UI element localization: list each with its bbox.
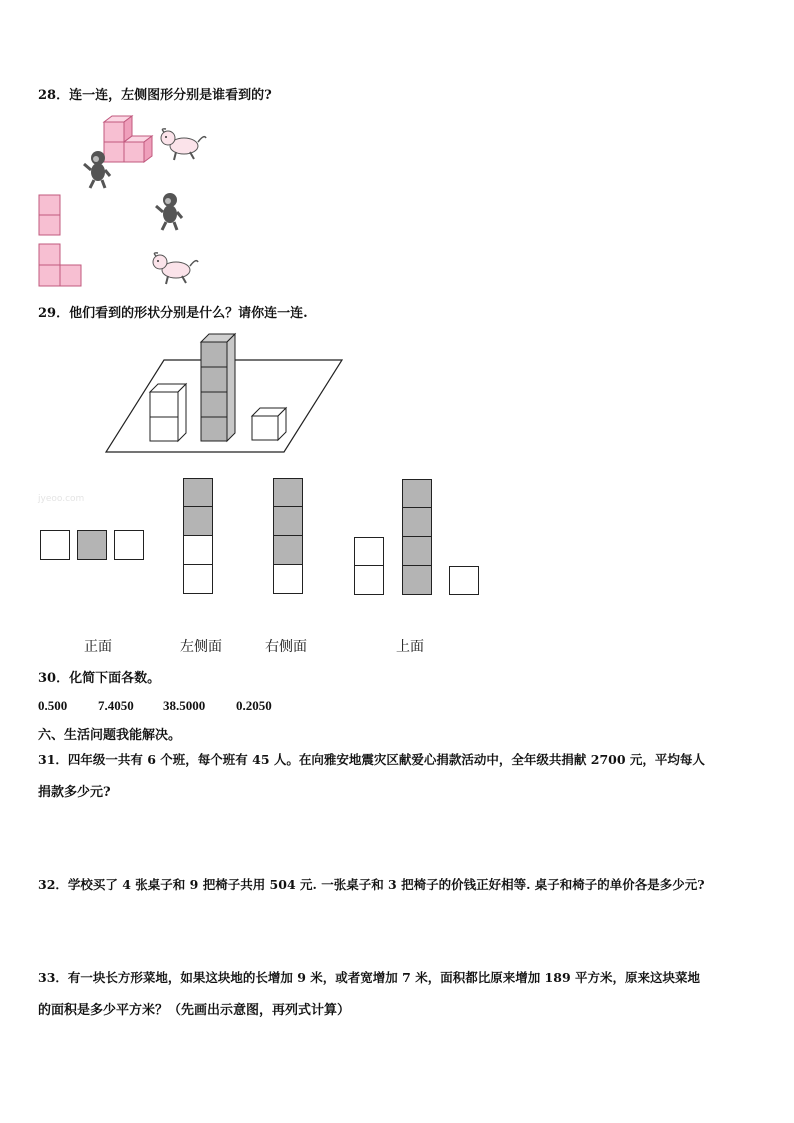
square-gray xyxy=(273,506,303,536)
square-gray xyxy=(77,530,107,560)
q33-line1: 33．有一块长方形菜地，如果这块地的长增加 9 米，或者宽增加 7 米，面积都比原来增加 189 平方米，原来这块菜地 xyxy=(38,970,700,985)
square-gray xyxy=(273,478,303,507)
q30-title: 30．化简下面各数。 xyxy=(38,671,161,686)
q30-number: 38.5000 xyxy=(163,698,206,713)
square xyxy=(40,530,70,560)
square xyxy=(114,530,144,560)
square-gray xyxy=(273,535,303,565)
section-heading: 六、生活问题我能解决。 xyxy=(38,728,182,743)
square-gray xyxy=(402,536,432,566)
q32-text: 32．学校买了 4 张桌子和 9 把椅子共用 504 元. 一张桌子和 3 把椅子的价钱正好相等. 桌子和椅子的单价各是多少元? xyxy=(38,877,705,892)
square-gray xyxy=(402,507,432,537)
q31-line1: 31．四年级一共有 6 个班，每个班有 45 人。在向雅安地震灾区献爱心捐款活动中，全年级共捐献 2700 元，平均每人 xyxy=(38,752,705,767)
view-label-left: 左侧面 xyxy=(180,639,222,655)
square-gray xyxy=(183,506,213,536)
q31-line2: 捐款多少元? xyxy=(38,785,111,800)
watermark: jyeoo.com xyxy=(38,494,85,504)
q33-line2: 的面积是多少平方米？（先画出示意图，再列式计算） xyxy=(38,1003,351,1018)
dog-icon xyxy=(150,250,200,286)
view-label-right: 右侧面 xyxy=(265,639,307,655)
q30-number: 0.2050 xyxy=(236,698,272,713)
square xyxy=(354,565,384,595)
square-gray xyxy=(402,565,432,595)
q28-shape-vertical xyxy=(38,194,62,238)
square xyxy=(449,566,479,595)
square-gray xyxy=(183,478,213,507)
q28-title: 28．连一连，左侧图形分别是谁看到的? xyxy=(38,88,272,103)
view-label-top: 上面 xyxy=(396,639,424,655)
square-gray xyxy=(402,479,432,508)
square xyxy=(183,535,213,565)
q28-shape-l xyxy=(38,243,84,289)
square xyxy=(183,564,213,594)
dog-icon xyxy=(158,126,208,162)
square xyxy=(354,537,384,566)
square xyxy=(273,564,303,594)
q30-number: 0.500 xyxy=(38,698,68,713)
q30-number: 7.4050 xyxy=(98,698,134,713)
monkey-icon xyxy=(152,192,186,232)
view-label-front: 正面 xyxy=(84,639,112,655)
monkey-icon xyxy=(80,150,114,190)
q29-title: 29．他们看到的形状分别是什么？请你连一连. xyxy=(38,306,308,321)
q29-board xyxy=(100,330,350,460)
